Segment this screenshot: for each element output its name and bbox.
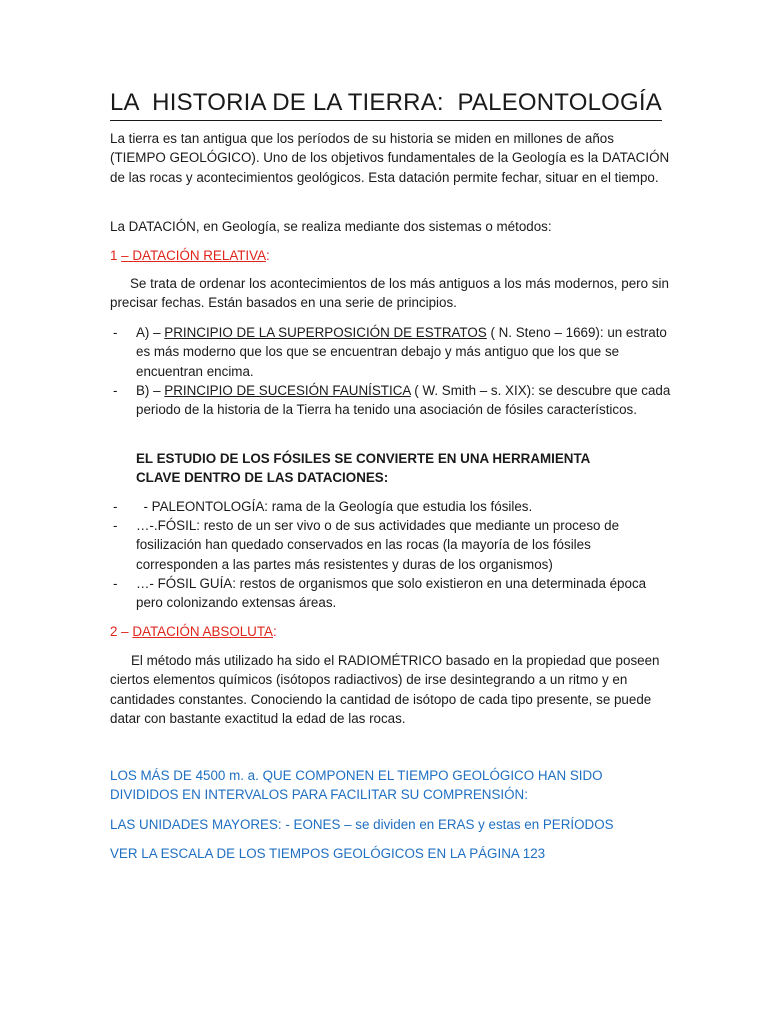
fossil-study-note: EL ESTUDIO DE LOS FÓSILES SE CONVIERTE EN UNA HERRAMIENTA CLAVE DENTRO DE LAS DATACIONES: <box>136 451 590 486</box>
blue-note-intervals: LOS MÁS DE 4500 m. a. QUE COMPONEN EL TIEMPO GEOLÓGICO HAN SIDO DIVIDIDOS EN INTERVALOS PARA FACILITAR SU COMPRENSIÓN: <box>110 768 603 803</box>
blue-note-eones: LAS UNIDADES MAYORES: - EONES – se dividen en ERAS y estas en PERÍODOS <box>110 817 614 832</box>
section1-dash: – <box>121 248 129 263</box>
definition-fosil: …-.FÓSIL: resto de un ser vivo o de sus actividades que mediante un proceso de fosilización han quedado conservados en las rocas (la mayoría de los fósiles corresponden a las partes más resistentes y duras de los organismos) <box>136 518 620 572</box>
list-bullet: - <box>113 499 118 514</box>
section1-number: 1 <box>110 248 122 263</box>
page-title: LA HISTORIA DE LA TIERRA: PALEONTOLOGÍA <box>110 86 662 121</box>
list-bullet: - <box>113 576 118 591</box>
section2-number: 2 – <box>110 624 133 639</box>
item-principle: PRINCIPIO DE SUCESIÓN FAUNÍSTICA <box>164 383 411 398</box>
list-item-sucesion <box>136 381 671 420</box>
section1-body: Se trata de ordenar los acontecimientos de los más antiguos a los más modernos, pero sin precisar fechas. Están basados en una serie de principios. <box>110 276 669 311</box>
item-prefix: B) – <box>136 383 165 398</box>
section1-title: DATACIÓN RELATIVA <box>128 248 267 263</box>
section2-colon: : <box>272 624 277 639</box>
item-principle: PRINCIPIO DE LA SUPERPOSICIÓN DE ESTRATOS <box>164 325 487 340</box>
list-bullet: - <box>113 518 118 533</box>
list-item-superposicion <box>136 323 671 381</box>
section2-title: DATACIÓN ABSOLUTA <box>132 624 273 639</box>
intro-paragraph: La tierra es tan antigua que los períodos de su historia se miden en millones de años (TIEMPO GEOLÓGICO). Uno de los objetivos fundamentales de la Geología es la DATACIÓN de las rocas y acontecimientos geológicos. Esta datación permite fechar, situar en el tiempo. <box>110 131 670 185</box>
section2-body: El método más utilizado ha sido el RADIOMÉTRICO basado en la propiedad que poseen ciertos elementos químicos (isótopos radiactivos) de irse desintegrando a un ritmo y en cantidades constantes. Conociendo la cantidad de isótopo de cada tipo presente, se puede datar con bastante exactitud la edad de las rocas. <box>110 653 660 727</box>
list-bullet: - <box>113 383 118 398</box>
list-bullet: - <box>113 325 118 340</box>
item-rest: ( W. Smith – s. XIX): se descubre que cada periodo de la historia de la Tierra ha tenido una asociación de fósiles característicos. <box>136 383 671 418</box>
blue-note-escala: VER LA ESCALA DE LOS TIEMPOS GEOLÓGICOS EN LA PÁGINA 123 <box>110 846 546 861</box>
item-prefix: A) – <box>136 325 165 340</box>
datacion-intro: La DATACIÓN, en Geología, se realiza mediante dos sistemas o métodos: <box>110 219 552 234</box>
definition-fosil-guia: …- FÓSIL GUÍA: restos de organismos que solo existieron en una determinada época pero colonizando extensas áreas. <box>136 576 647 611</box>
section1-colon: : <box>266 248 270 263</box>
section1-heading <box>110 246 670 265</box>
section2-heading <box>110 622 670 641</box>
item-rest: ( N. Steno – 1669): un estrato es más moderno que los que se encuentran debajo y más antiguo que los que se encuentran encima. <box>136 325 667 379</box>
definition-paleontologia: - PALEONTOLOGÍA: rama de la Geología que estudia los fósiles. <box>136 499 533 514</box>
